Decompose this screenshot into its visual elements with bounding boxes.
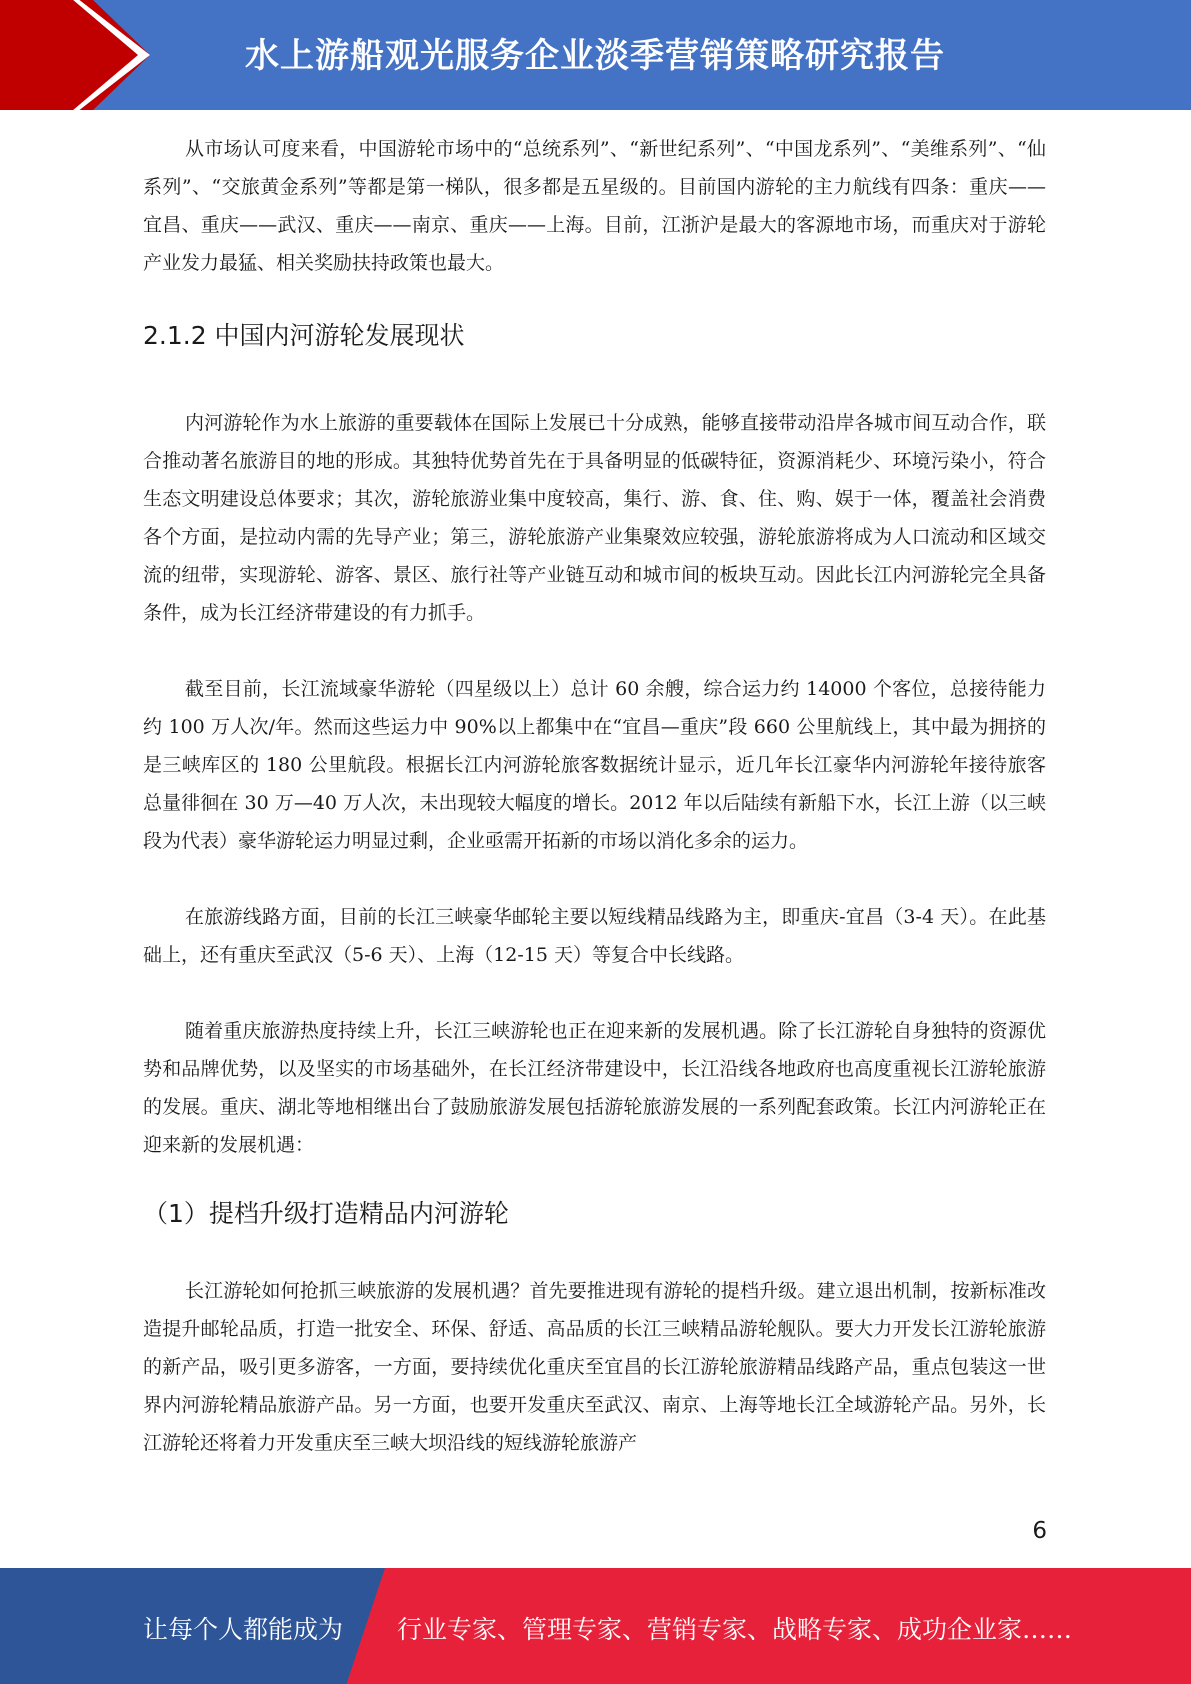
paragraph-market-recognition: 从市场认可度来看，中国游轮市场中的“总统系列”、“新世纪系列”、“中国龙系列”、“美维系列”、“仙系列”、“交旅黄金系列”等都是第一梯队，很多都是五星级的。目前国内游轮的主力航线有四条：重庆——宜昌、重庆——武汉、重庆——南京、重庆——上海。目前，江浙沪是最大的客源地市场，而重庆对于游轮产业发力最猛、相关奖励扶持政策也最大。 [143,138,1046,274]
page-header [0,0,1191,110]
paragraph-inland-cruise-overview: 内河游轮作为水上旅游的重要载体在国际上发展已十分成熟，能够直接带动沿岸各城市间互动合作，联合推动著名旅游目的地的形成。其独特优势首先在于具备明显的低碳特征，资源消耗少、环境污染小，符合生态文明建设总体要求；其次，游轮旅游业集中度较高，集行、游、食、住、购、娱于一体，覆盖社会消费各个方面，是拉动内需的先导产业；第三，游轮旅游产业集聚效应较强，游轮旅游将成为人口流动和区域交流的纽带，实现游轮、游客、景区、旅行社等产业链互动和城市间的板块互动。因此长江内河游轮完全具备条件，成为长江经济带建设的有力抓手。 [143,412,1046,624]
page-footer [0,1568,1191,1684]
footer-slogan-right: 行业专家、管理专家、营销专家、战略专家、成功企业家…… [397,1615,1073,1644]
report-title: 水上游船观光服务企业淡季营销策略研究报告 [245,36,945,76]
paragraph-upgrade: 长江游轮如何抢抓三峡旅游的发展机遇？首先要推进现有游轮的提档升级。建立退出机制，按新标准改造提升邮轮品质，打造一批安全、环保、舒适、高品质的长江三峡精品游轮舰队。要大力开发长江游轮旅游的新产品，吸引更多游客，一方面，要持续优化重庆至宜昌的长江游轮旅游精品线路产品，重点包装这一世界内河游轮精品旅游产品。另一方面，也要开发重庆至武汉、南京、上海等地长江全域游轮产品。另外，长江游轮还将着力开发重庆至三峡大坝沿线的短线游轮旅游产 [143,1280,1046,1454]
paragraph-capacity: 截至目前，长江流域豪华游轮（四星级以上）总计 60 余艘，综合运力约 14000 个客位，总接待能力约 100 万人次/年。然而这些运力中 90%以上都集中在“宜昌—重庆”段 660 公里航线上，其中最为拥挤的是三峡库区的 180 公里航段。根据长江内河游轮旅客数据统计显示，近几年长江豪华内河游轮年接待旅客总量徘徊在 30 万—40 万人次，未出现较大幅度的增长。2012 年以后陆续有新船下水，长江上游（以三峡段为代表）豪华游轮运力明显过剩，企业亟需开拓新的市场以消化多余的运力。 [143,678,1046,852]
page-number: 6 [1032,1518,1047,1544]
subsection-title: （1）提档升级打造精品内河游轮 [143,1199,509,1228]
section-title: 2.1.2 中国内河游轮发展现状 [143,321,465,350]
document-body [143,130,1046,1462]
header-red-arrow [0,0,138,110]
footer-slogan-left: 让每个人都能成为 [143,1615,344,1644]
paragraph-opportunity: 随着重庆旅游热度持续上升，长江三峡游轮也正在迎来新的发展机遇。除了长江游轮自身独特的资源优势和品牌优势，以及坚实的市场基础外，在长江经济带建设中，长江沿线各地政府也高度重视长江游轮旅游的发展。重庆、湖北等地相继出台了鼓励旅游发展包括游轮旅游发展的一系列配套政策。长江内河游轮正在迎来新的发展机遇： [143,1020,1046,1156]
paragraph-routes: 在旅游线路方面，目前的长江三峡豪华邮轮主要以短线精品线路为主，即重庆-宜昌（3-4 天）。在此基础上，还有重庆至武汉（5-6 天）、上海（12-15 天）等复合中长线路。 [143,906,1046,966]
